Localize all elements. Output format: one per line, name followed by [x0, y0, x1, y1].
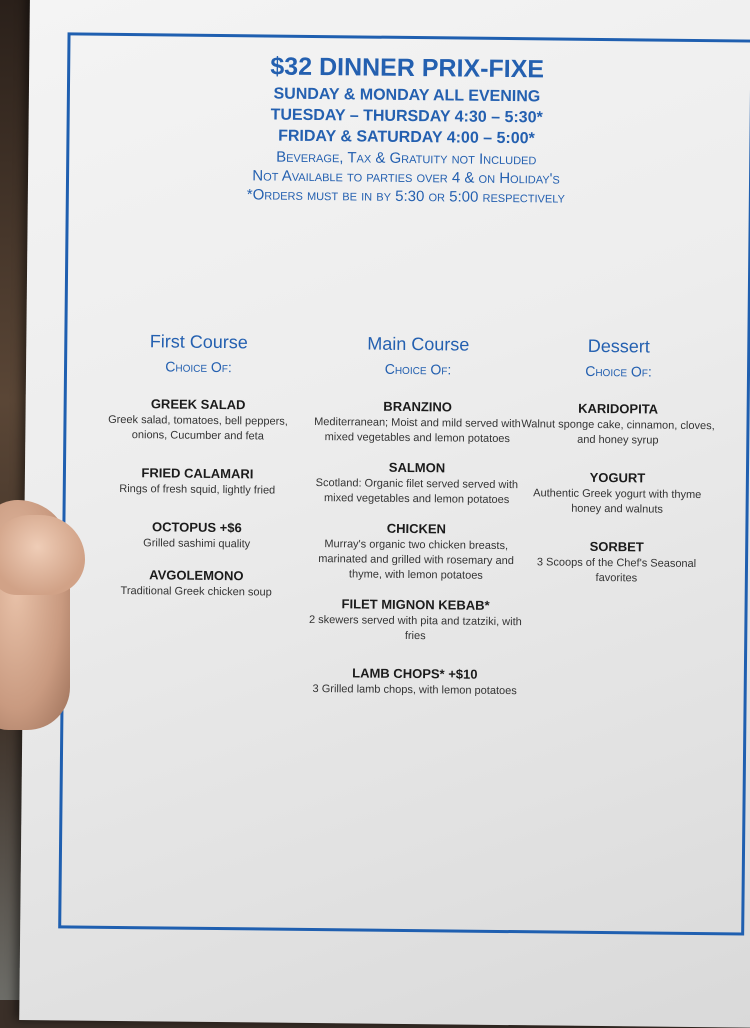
hours-line: FRIDAY & SATURDAY 4:00 – 5:00*	[278, 127, 535, 148]
item-name: OCTOPUS +$6	[151, 519, 242, 536]
item-name: SORBET	[589, 538, 644, 555]
menu-item	[301, 520, 532, 584]
menu-item	[94, 567, 299, 601]
menu-item	[302, 459, 532, 508]
hours-line: SUNDAY & MONDAY ALL EVENING	[273, 85, 541, 106]
item-description: Walnut sponge cake, cinnamon, cloves, and honey syrup	[521, 418, 715, 447]
item-name: FRIED CALAMARI	[141, 465, 254, 482]
menu-header	[66, 50, 748, 210]
item-description: 3 Scoops of the Chef's Seasonal favorites	[536, 556, 697, 585]
menu-item	[520, 469, 715, 518]
hours-line: TUESDAY – THURSDAY 4:30 – 5:30*	[270, 106, 543, 127]
menu-item	[300, 596, 530, 645]
item-name: LAMB CHOPS* +$10	[352, 665, 478, 682]
main-course-column	[300, 333, 534, 699]
item-description: Greek salad, tomatoes, bell peppers, onions, Cucumber and feta	[108, 413, 288, 443]
item-description: Traditional Greek chicken soup	[120, 584, 272, 599]
course-title: Main Course	[367, 333, 470, 355]
menu-sheet	[19, 0, 750, 1028]
item-name: CHICKEN	[386, 520, 447, 537]
menu-title: $32 DINNER PRIX-FIXE	[270, 52, 545, 84]
menu-item	[302, 398, 532, 447]
choice-label: Choice Of:	[165, 358, 232, 376]
menu-item	[300, 665, 530, 699]
item-description: 3 Grilled lamb chops, with lemon potatoes	[312, 682, 517, 698]
item-description: Authentic Greek yogurt with thyme honey and walnuts	[533, 487, 702, 516]
item-description: Murray's organic two chicken breasts, marinated and grilled with rosemary and thyme, with lemon potatoes	[318, 538, 514, 582]
item-name: FILET MIGNON KEBAB*	[341, 596, 490, 613]
menu-item	[94, 519, 299, 553]
item-description: Scotland: Organic filet served served with mixed vegetables and lemon potatoes	[315, 477, 519, 507]
choice-label: Choice Of:	[384, 360, 452, 378]
menu-item	[95, 396, 300, 445]
first-course-column	[94, 331, 302, 601]
item-name: SALMON	[388, 459, 446, 476]
menu-item	[95, 465, 300, 499]
course-title: Dessert	[587, 335, 650, 357]
item-name: YOGURT	[589, 469, 646, 486]
dessert-column	[519, 335, 717, 587]
note-line: Not Available to parties over 4 & on Holiday's	[252, 167, 560, 188]
item-description: 2 skewers served with pita and tzatziki, with fries	[308, 613, 522, 643]
choice-label: Choice Of:	[585, 362, 652, 380]
item-description: Rings of fresh squid, lightly fried	[119, 482, 276, 497]
item-description: Mediterranean; Moist and mild served with mixed vegetables and lemon potatoes	[314, 415, 521, 446]
item-description: Grilled sashimi quality	[143, 537, 251, 551]
note-line: Beverage, Tax & Gratuity not Included	[276, 148, 537, 169]
note-line: *Orders must be in by 5:30 or 5:00 respectively	[246, 186, 565, 207]
menu-item	[519, 538, 714, 587]
menu-item	[520, 400, 715, 449]
item-name: GREEK SALAD	[150, 396, 246, 413]
item-name: AVGOLEMONO	[149, 567, 244, 584]
item-name: BRANZINO	[383, 398, 453, 415]
item-name: KARIDOPITA	[578, 400, 659, 417]
course-title: First Course	[149, 331, 248, 353]
